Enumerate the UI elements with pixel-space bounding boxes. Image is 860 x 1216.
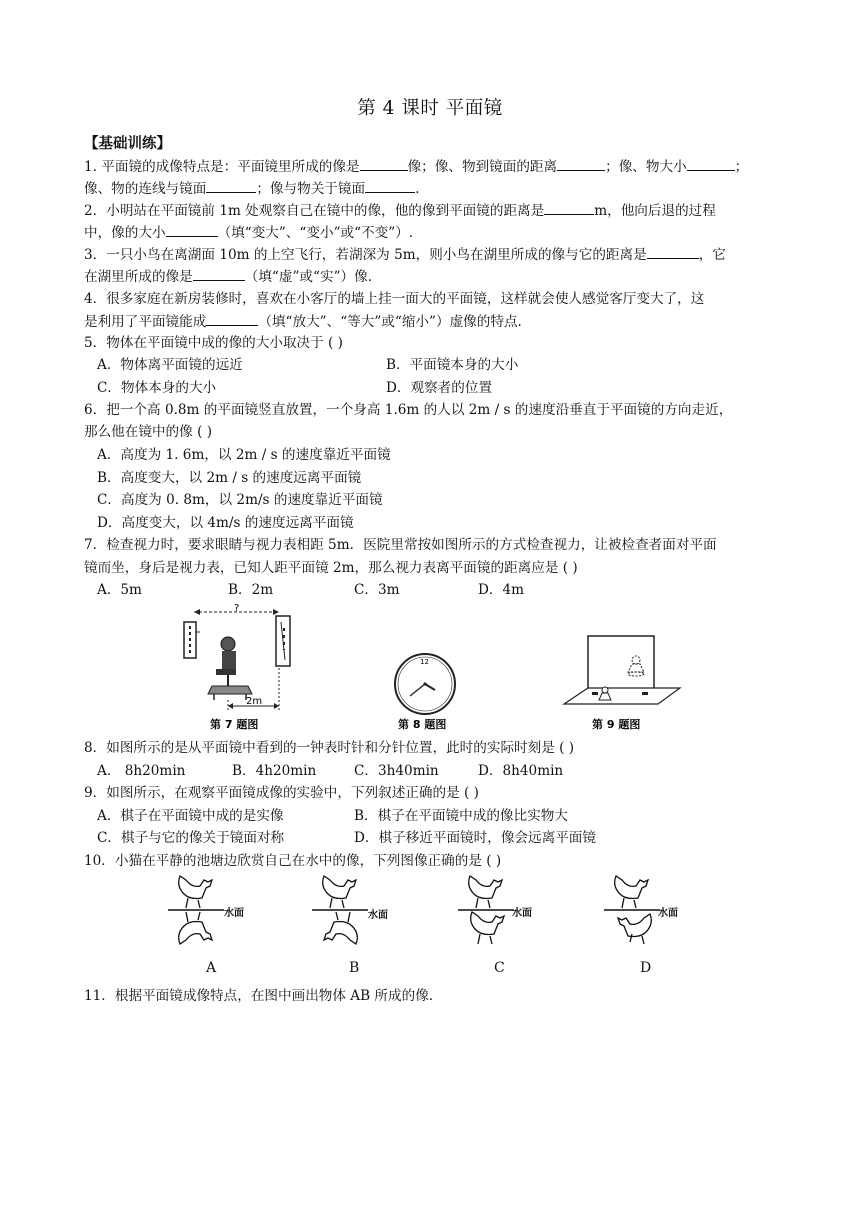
figure-7-eye-test xyxy=(176,602,306,734)
cat-label-b: B xyxy=(349,960,360,976)
q9-stem: 9．如图所示，在观察平面镜成像的实验中，下列叙述正确的是 ( ) xyxy=(84,785,479,801)
q6-option-b: B．高度变大，以 2m / s 的速度远离平面镜 xyxy=(97,470,362,486)
q6-stem-line1: 6．把一个高 0.8m 的平面镜竖直放置，一个身高 1.6m 的人以 2m / s 的速度沿垂直于平面镜的方向走近， xyxy=(84,402,733,418)
q8-option-a: A． 8h20min xyxy=(97,763,186,779)
q1-line2: 像、物的连线与镜面 ；像与物关于镜面 . xyxy=(84,178,419,199)
q6-option-c: C．高度为 0. 8m，以 2m/s 的速度靠近平面镜 xyxy=(97,492,383,508)
q3-line2: 在湖里所成的像是 （填“虚”或“实”）像. xyxy=(84,266,372,287)
q2-line1: 2．小明站在平面镜前 1m 处观察自己在镜中的像，他的像到平面镜的距离是 m，他向后退的过程 xyxy=(84,200,716,221)
figure-8-caption: 第 8 题图 xyxy=(398,718,447,731)
q5-option-a: A．物体离平面镜的远近 xyxy=(97,357,243,373)
q7-option-c: C．3m xyxy=(354,582,400,598)
q2-line2: 中，像的大小 （填“变大”、“变小”或“不变”）. xyxy=(84,222,413,243)
section-heading: 【基础训练】 xyxy=(84,135,171,152)
q3-line1: 3．一只小鸟在离湖面 10m 的上空飞行，若湖深为 5m，则小鸟在湖里所成的像与它的距离是 ，它 xyxy=(84,244,726,265)
q8-option-b: B．4h20min xyxy=(232,763,317,779)
q5-stem: 5．物体在平面镜中成的像的大小取决于 ( ) xyxy=(84,335,343,351)
q5-option-d: D．观察者的位置 xyxy=(386,380,493,396)
cat-label-a: A xyxy=(206,960,217,976)
q1-line1: 1. 平面镜的成像特点是：平面镜里所成的像是 像；像、物到镜面的距离 ；像、物大小 ； xyxy=(84,156,748,177)
q7-stem-line1: 7．检查视力时，要求眼睛与视力表相距 5m．医院里常按如图所示的方式检查视力，让被检查者面对平面 xyxy=(84,537,717,553)
q9-option-b: B．棋子在平面镜中成的像比实物大 xyxy=(354,808,568,824)
figure-7-caption: 第 7 题图 xyxy=(210,718,259,731)
cat-label-d: D xyxy=(640,960,652,976)
q9-option-a: A．棋子在平面镜中成的是实像 xyxy=(97,808,284,824)
figure-9-mirror-experiment xyxy=(562,630,682,736)
page-title: 第 4 课时 平面镜 xyxy=(357,98,503,119)
q11-stem: 11．根据平面镜成像特点，在图中画出物体 AB 所成的像. xyxy=(84,988,434,1004)
q8-option-c: C．3h40min xyxy=(354,763,439,779)
question-mark-label: ? xyxy=(234,603,240,614)
q8-stem: 8．如图所示的是从平面镜中看到的一钟表时针和分针位置，此时的实际时刻是 ( ) xyxy=(84,740,575,756)
water-label-d: 水面 xyxy=(658,908,678,919)
figure-8-clock xyxy=(388,648,462,736)
q6-option-a: A．高度为 1. 6m，以 2m / s 的速度靠近平面镜 xyxy=(97,447,391,463)
q8-option-d: D．8h40min xyxy=(478,763,564,779)
q6-option-d: D．高度变大，以 4m/s 的速度远离平面镜 xyxy=(97,515,354,531)
q5-option-c: C．物体本身的大小 xyxy=(97,380,217,396)
q4-line1: 4．很多家庭在新房装修时，喜欢在小客厅的墙上挂一面大的平面镜，这样就会使人感觉客厅变大了，这 xyxy=(84,291,705,307)
water-label-b: 水面 xyxy=(368,910,388,921)
distance-label: 2m xyxy=(246,696,263,707)
q7-option-d: D．4m xyxy=(478,582,525,598)
water-label-a: 水面 xyxy=(224,908,244,919)
q5-option-b: B．平面镜本身的大小 xyxy=(386,357,519,373)
clock-numeral: 12 xyxy=(420,658,429,666)
figure-9-caption: 第 9 题图 xyxy=(592,718,641,731)
q7-option-a: A．5m xyxy=(97,582,142,598)
water-label-c: 水面 xyxy=(512,908,532,919)
q9-option-d: D．棋子移近平面镜时，像会远离平面镜 xyxy=(354,830,596,846)
q6-stem-line2: 那么他在镜中的像 ( ) xyxy=(84,424,212,440)
q10-stem: 10．小猫在平静的池塘边欣赏自己在水中的像，下列图像正确的是 ( ) xyxy=(84,853,502,869)
q7-option-b: B．2m xyxy=(228,582,274,598)
q7-stem-line2: 镜而坐，身后是视力表，已知人距平面镜 2m，那么视力表离平面镜的距离应是 ( ) xyxy=(84,560,578,576)
cat-label-c: C xyxy=(494,960,505,976)
q4-line2: 是利用了平面镜能成 （填“放大”、“等大”或“缩小”）虚像的特点. xyxy=(84,311,522,332)
q9-option-c: C．棋子与它的像关于镜面对称 xyxy=(97,830,285,846)
